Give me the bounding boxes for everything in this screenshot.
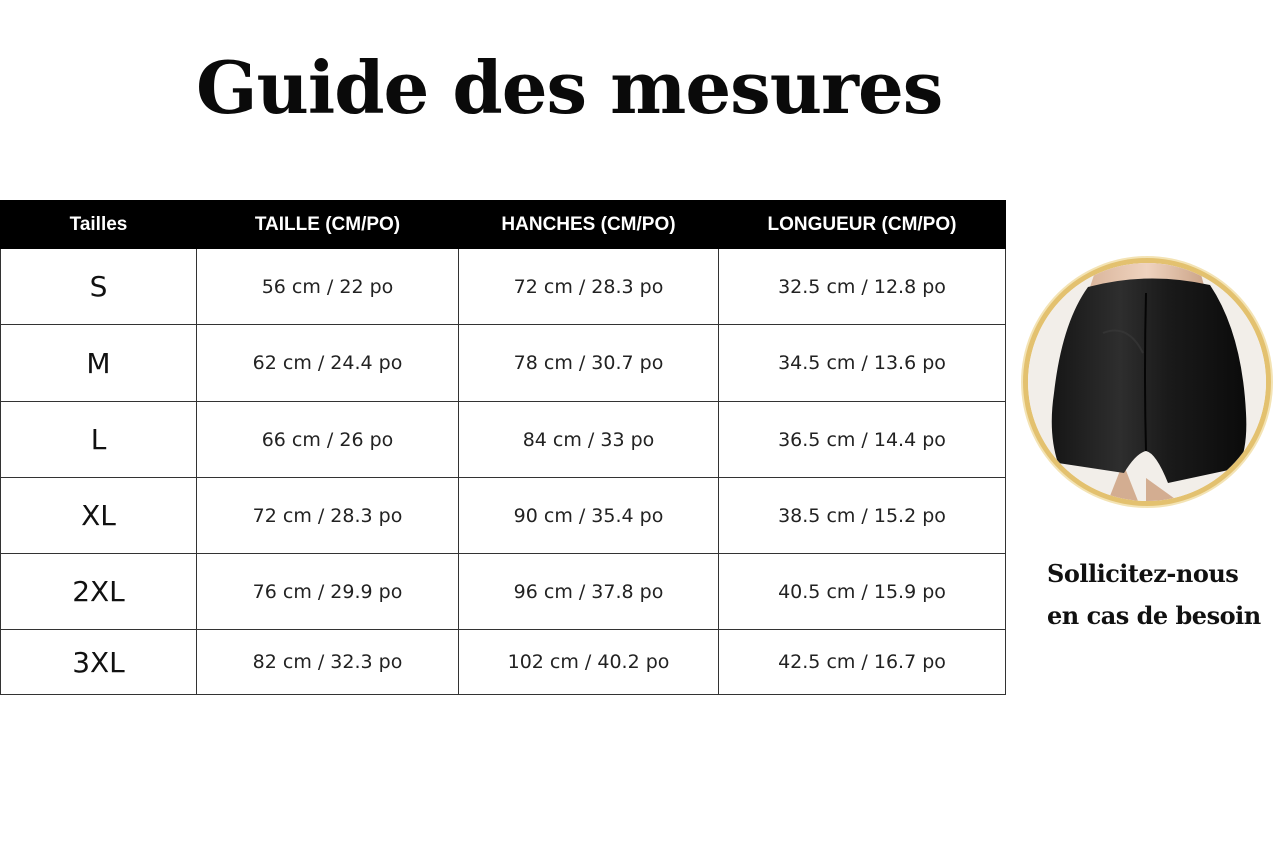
length-value: 34.5 cm / 13.6 po — [719, 325, 1006, 402]
table-header-row — [1, 201, 1006, 249]
length-value: 32.5 cm / 12.8 po — [719, 249, 1006, 325]
column-header-tailles: Tailles — [1, 201, 197, 249]
size-label: M — [1, 325, 197, 402]
waist-value: 72 cm / 28.3 po — [197, 478, 459, 554]
size-label: S — [1, 249, 197, 325]
table-row — [1, 554, 1006, 630]
waist-value: 66 cm / 26 po — [197, 402, 459, 478]
shorts-illustration — [1028, 263, 1266, 501]
table-row — [1, 478, 1006, 554]
hips-value: 102 cm / 40.2 po — [459, 630, 719, 695]
length-value: 36.5 cm / 14.4 po — [719, 402, 1006, 478]
column-header-longueur: LONGUEUR (CM/PO) — [719, 201, 1006, 249]
hips-value: 72 cm / 28.3 po — [459, 249, 719, 325]
size-label: 3XL — [1, 630, 197, 695]
help-note-line-1: Sollicitez-nous — [1047, 559, 1239, 588]
length-value: 38.5 cm / 15.2 po — [719, 478, 1006, 554]
size-label: XL — [1, 478, 197, 554]
length-value: 40.5 cm / 15.9 po — [719, 554, 1006, 630]
column-header-hanches: HANCHES (CM/PO) — [459, 201, 719, 249]
page-title: Guide des mesures — [196, 45, 943, 130]
hips-value: 90 cm / 35.4 po — [459, 478, 719, 554]
help-note-line-2: en cas de besoin — [1047, 601, 1261, 630]
waist-value: 82 cm / 32.3 po — [197, 630, 459, 695]
length-value: 42.5 cm / 16.7 po — [719, 630, 1006, 695]
table-row — [1, 249, 1006, 325]
waist-value: 76 cm / 29.9 po — [197, 554, 459, 630]
size-chart-table — [0, 200, 1006, 695]
hips-value: 84 cm / 33 po — [459, 402, 719, 478]
table-row — [1, 630, 1006, 695]
size-label: L — [1, 402, 197, 478]
waist-value: 56 cm / 22 po — [197, 249, 459, 325]
table-row — [1, 402, 1006, 478]
hips-value: 78 cm / 30.7 po — [459, 325, 719, 402]
column-header-taille: TAILLE (CM/PO) — [197, 201, 459, 249]
table-row — [1, 325, 1006, 402]
help-note — [1047, 553, 1277, 637]
product-photo — [1028, 263, 1266, 501]
hips-value: 96 cm / 37.8 po — [459, 554, 719, 630]
size-label: 2XL — [1, 554, 197, 630]
waist-value: 62 cm / 24.4 po — [197, 325, 459, 402]
